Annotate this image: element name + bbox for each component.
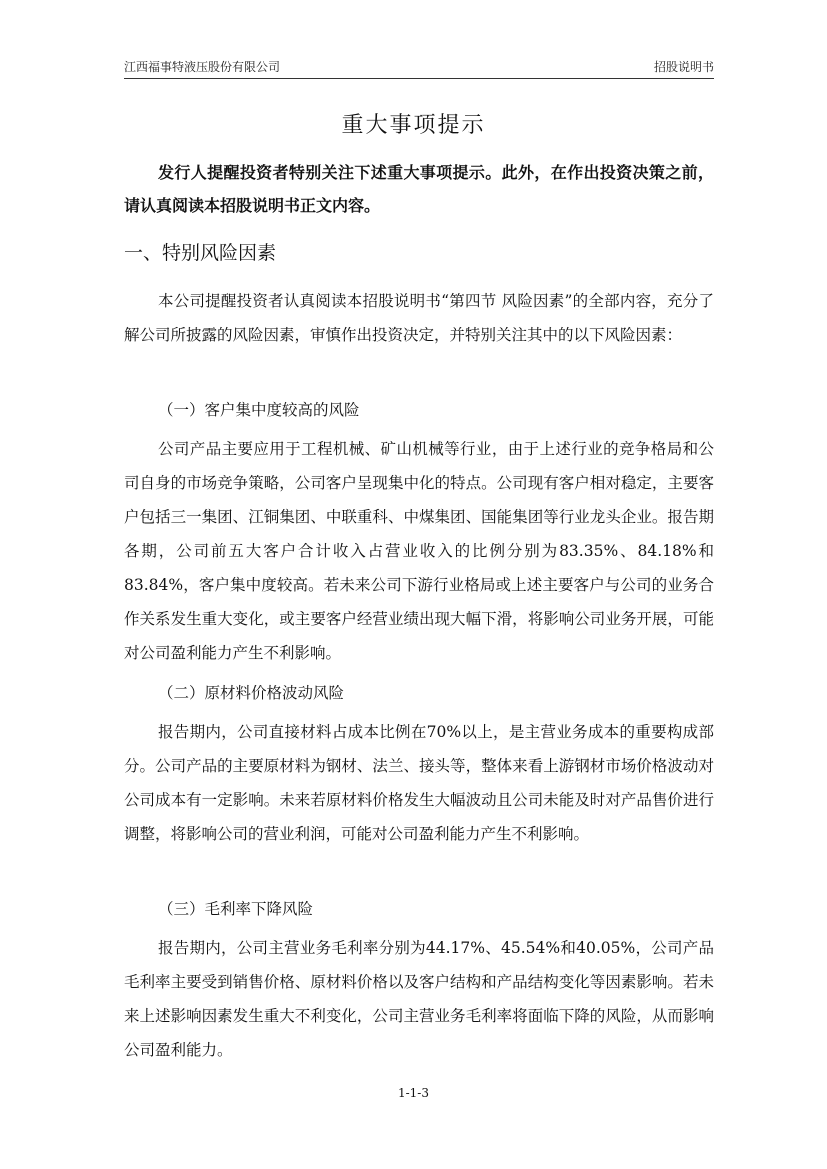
header-doc-type: 招股说明书 [653,60,714,74]
page-title: 重大事项提示 [341,113,486,138]
risk-text-raw-material: 报告期内，公司直接材料占成本比例在70%以上，是主营业务成本的重要构成部分。公司产品的主要原材料为钢材、法兰、接头等，整体来看上游钢材市场价格波动对公司成本有一定影响。未来若原材料价格发生大幅波动且公司未能及时对产品售价进行调整，将影响公司的营业利润，可能对公司盈利能力产生不利影响。 [124,723,714,843]
risk-text-customer-concentration: 公司产品主要应用于工程机械、矿山机械等行业，由于上述行业的竞争格局和公司自身的市场竞争策略，公司客户呈现集中化的特点。公司现有客户相对稳定，主要客户包括三一集团、江铜集团、中联重科、中煤集团、国能集团等行业龙头企业。报告期各期，公司前五大客户合计收入占营业收入的比例分别为83.35%、84.18%和83.84%，客户集中度较高。若未来公司下游行业格局或上述主要客户与公司的业务合作关系发生重大变化，或主要客户经营业绩出现大幅下滑，将影响公司业务开展，可能对公司盈利能力产生不利影响。 [124,440,714,662]
section-heading-special-risks: 一、特别风险因素 [124,242,277,264]
section-intro-paragraph: 本公司提醒投资者认真阅读本招股说明书“第四节 风险因素”的全部内容，充分了解公司所披露的风险因素，审慎作出投资决定，并特别关注其中的以下风险因素： [124,292,714,344]
page-header [124,58,714,80]
risk-heading-customer-concentration: （一）客户集中度较高的风险 [158,401,360,419]
page-number: 1-1-3 [397,1086,429,1100]
risk-text-gross-margin: 报告期内，公司主营业务毛利率分别为44.17%、45.54%和40.05%，公司产品毛利率主要受到销售价格、原材料价格以及客户结构和产品结构变化等因素影响。若未来上述影响因素发生重大不利变化，公司主营业务毛利率将面临下降的风险，从而影响公司盈利能力。 [124,939,714,1059]
header-company: 江西福事特液压股份有限公司 [124,60,281,74]
header-divider [124,78,714,79]
risk-heading-raw-material: （二）原材料价格波动风险 [158,684,345,702]
risk-heading-gross-margin: （三）毛利率下降风险 [158,900,314,918]
notice-paragraph: 发行人提醒投资者特别关注下述重大事项提示。此外，在作出投资决策之前，请认真阅读本招股说明书正文内容。 [124,163,714,215]
